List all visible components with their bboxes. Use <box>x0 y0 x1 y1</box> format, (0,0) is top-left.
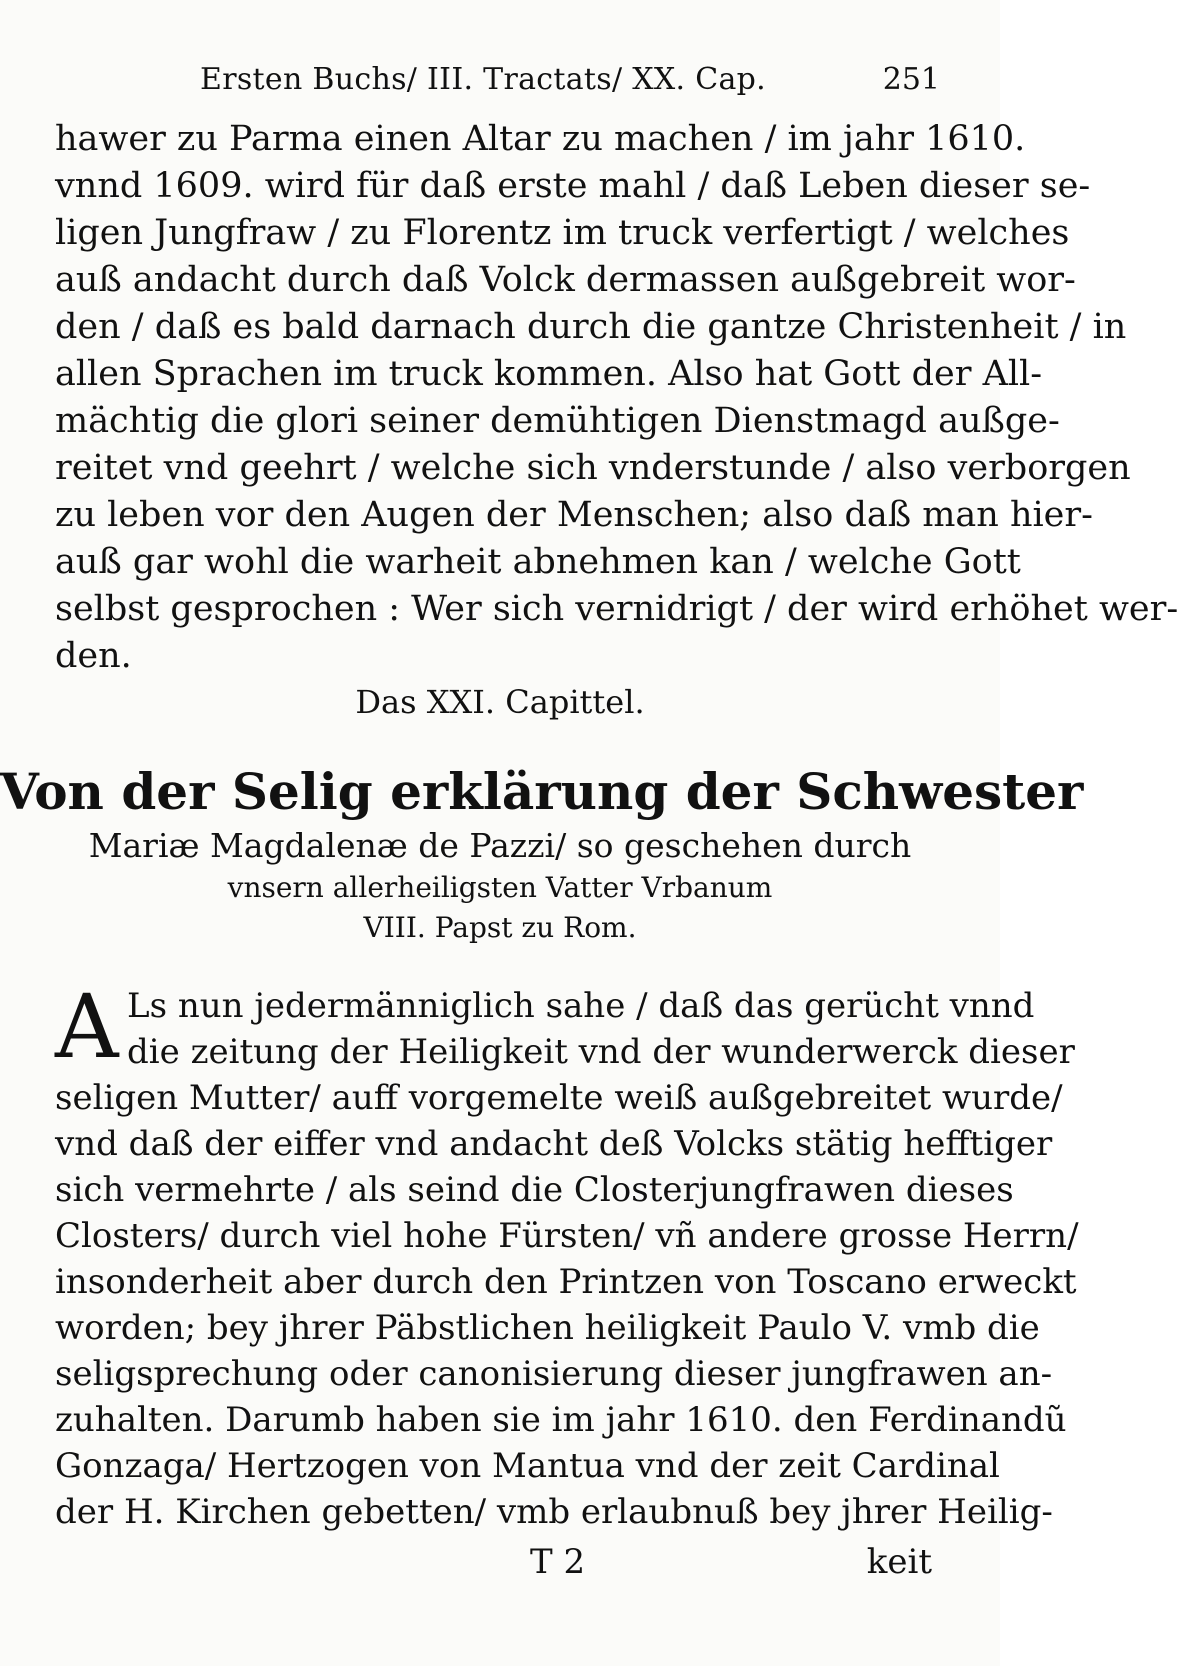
continuation-text <box>55 116 1178 680</box>
text-line: auß andacht durch daß Volck dermassen außgebreit wor- <box>55 260 1076 300</box>
chapter-title-line: VIII. Papst zu Rom. <box>363 911 637 944</box>
text-line: den / daß es bald darnach durch die gantze Christenheit / in <box>55 307 1127 347</box>
text-line: reitet vnd geehrt / welche sich vnderstunde / also verborgen <box>55 448 1131 488</box>
text-line: insonderheit aber durch den Printzen von Toscano erweckt <box>55 1262 1077 1302</box>
text-line: Ls nun jedermänniglich sahe / daß das gerücht vnnd <box>127 986 1035 1026</box>
text-line: den. <box>55 636 132 676</box>
page-footer <box>0 1542 1000 1602</box>
text-line: allen Sprachen im truck kommen. Also hat Gott der All- <box>55 354 1043 394</box>
chapter-title <box>0 760 1084 948</box>
text-line: vnnd 1609. wird für daß erste mahl / daß Leben dieser se- <box>55 166 1091 206</box>
text-line: sich vermehrte / als seind die Closterjungfrawen dieses <box>55 1170 1014 1210</box>
text-line: worden; bey jhrer Päbstlichen heiligkeit Paulo V. vmb die <box>55 1308 1040 1348</box>
text-line: seligsprechung oder canonisierung dieser jungfrawen an- <box>55 1354 1053 1394</box>
text-line: der H. Kirchen gebetten/ vmb erlaubnuß bey jhrer Heilig- <box>55 1492 1053 1532</box>
text-line: Gonzaga/ Hertzogen von Mantua vnd der zeit Cardinal <box>55 1446 1000 1486</box>
chapter-number: Das XXI. Capittel. <box>355 683 645 721</box>
drop-cap: A <box>55 975 119 1078</box>
text-line: auß gar wohl die warheit abnehmen kan / welche Gott <box>55 542 1021 582</box>
text-line: zu leben vor den Augen der Menschen; also daß man hier- <box>55 495 1093 535</box>
page-number: 251 <box>882 62 940 97</box>
text-line: Closters/ durch viel hohe Fürsten/ vñ andere grosse Herrn/ <box>55 1216 1079 1256</box>
text-line: seligen Mutter/ auff vorgemelte weiß außgebreitet wurde/ <box>55 1078 1063 1118</box>
chapter-title-line: Von der Selig erklärung der Schwester <box>0 762 1084 821</box>
opening-paragraph <box>55 975 1075 1078</box>
chapter-title-line: vnsern allerheiligsten Vatter Vrbanum <box>227 871 773 904</box>
text-line: mächtig die glori seiner demühtigen Dienstmagd außge- <box>55 401 1060 441</box>
signature-mark: T 2 <box>530 1542 586 1582</box>
text-line: zuhalten. Darumb haben sie im jahr 1610. den Ferdinandũ <box>55 1400 1067 1440</box>
text-line: vnd daß der eiffer vnd andacht deß Volcks stätig hefftiger <box>55 1124 1053 1164</box>
chapter-title-line: Mariæ Magdalenæ de Pazzi/ so geschehen durch <box>88 826 912 865</box>
text-line: hawer zu Parma einen Altar zu machen / im jahr 1610. <box>55 119 1026 159</box>
text-line: selbst gesprochen : Wer sich vernidrigt / der wird erhöhet wer- <box>55 589 1178 629</box>
text-line: die zeitung der Heiligkeit vnd der wunderwerck dieser <box>127 1032 1075 1072</box>
catchword: keit <box>866 1542 932 1582</box>
text-line: ligen Jungfraw / zu Florentz im truck verfertigt / welches <box>55 213 1070 253</box>
chapter-body <box>55 975 1079 1535</box>
running-head: Ersten Buchs/ III. Tractats/ XX. Cap. <box>200 62 766 97</box>
page-header <box>200 62 940 112</box>
